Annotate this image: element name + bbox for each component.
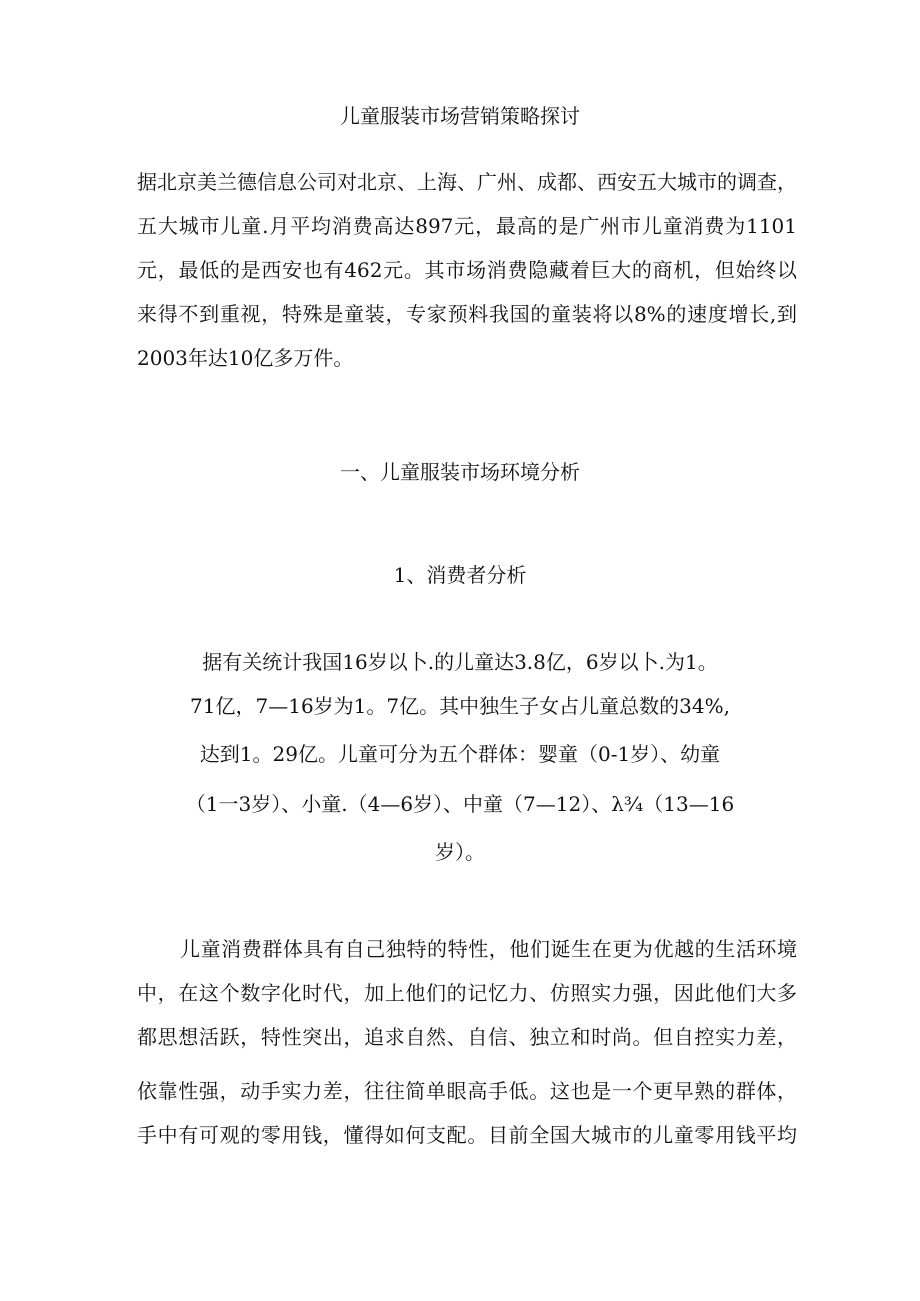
stats-line-1: 据有关统计我国16岁以卜.的儿童达3.8亿，6岁以卜.为1。: [202, 650, 718, 674]
stats-line-5: 岁）。: [435, 840, 485, 864]
stats-line-3: 达到1。29亿。儿童可分为五个群体：婴童（0-1岁）、幼童: [199, 742, 721, 766]
subsection-heading: 1、消费者分析: [393, 563, 527, 587]
intro-line-2: 五大城市儿童.月平均消费高达897元，最高的是广州市儿童消费为1101: [137, 214, 797, 238]
body-line-3: 都思想活跃，特性突出，追求自然、自信、独立和时尚。但自控实力差，: [137, 1025, 797, 1049]
section-heading: 一、儿童服装市场环境分析: [340, 460, 580, 484]
body-line-2: 中，在这个数字化时代，加上他们的记忆力、仿照实力强，因此他们大多: [137, 981, 797, 1005]
body-line-5: 手中有可观的零用钱，懂得如何支配。目前全国大城市的儿童零用钱平均: [137, 1123, 797, 1147]
body-line-4: 依靠性强，动手实力差，往往简单眼高手低。这也是一个更早熟的群体，: [137, 1079, 797, 1103]
intro-line-5: 2003年达10亿多万件。: [137, 346, 354, 370]
intro-line-1: 据北京美兰德信息公司对北京、上海、广州、成都、西安五大城市的调查，: [137, 170, 797, 194]
stats-line-2: 71亿，7—16岁为1。7亿。其中独生子女占儿童总数的34%,: [190, 694, 730, 718]
document-title: 儿童服装市场营销策略探讨: [340, 104, 580, 128]
body-line-1: 儿童消费群体具有自己独特的特性，他们诞生在更为优越的生活环境: [180, 937, 797, 961]
intro-line-4: 来得不到重视，特殊是童装，专家预料我国的童装将以8%的速度增长,到: [137, 302, 797, 326]
stats-line-4: （1一3岁）、小童.（4—6岁）、中童（7—12）、λ¾（13—16: [185, 792, 735, 816]
intro-line-3: 元，最低的是西安也有462元。其市场消费隐藏着巨大的商机，但始终以: [137, 258, 797, 282]
